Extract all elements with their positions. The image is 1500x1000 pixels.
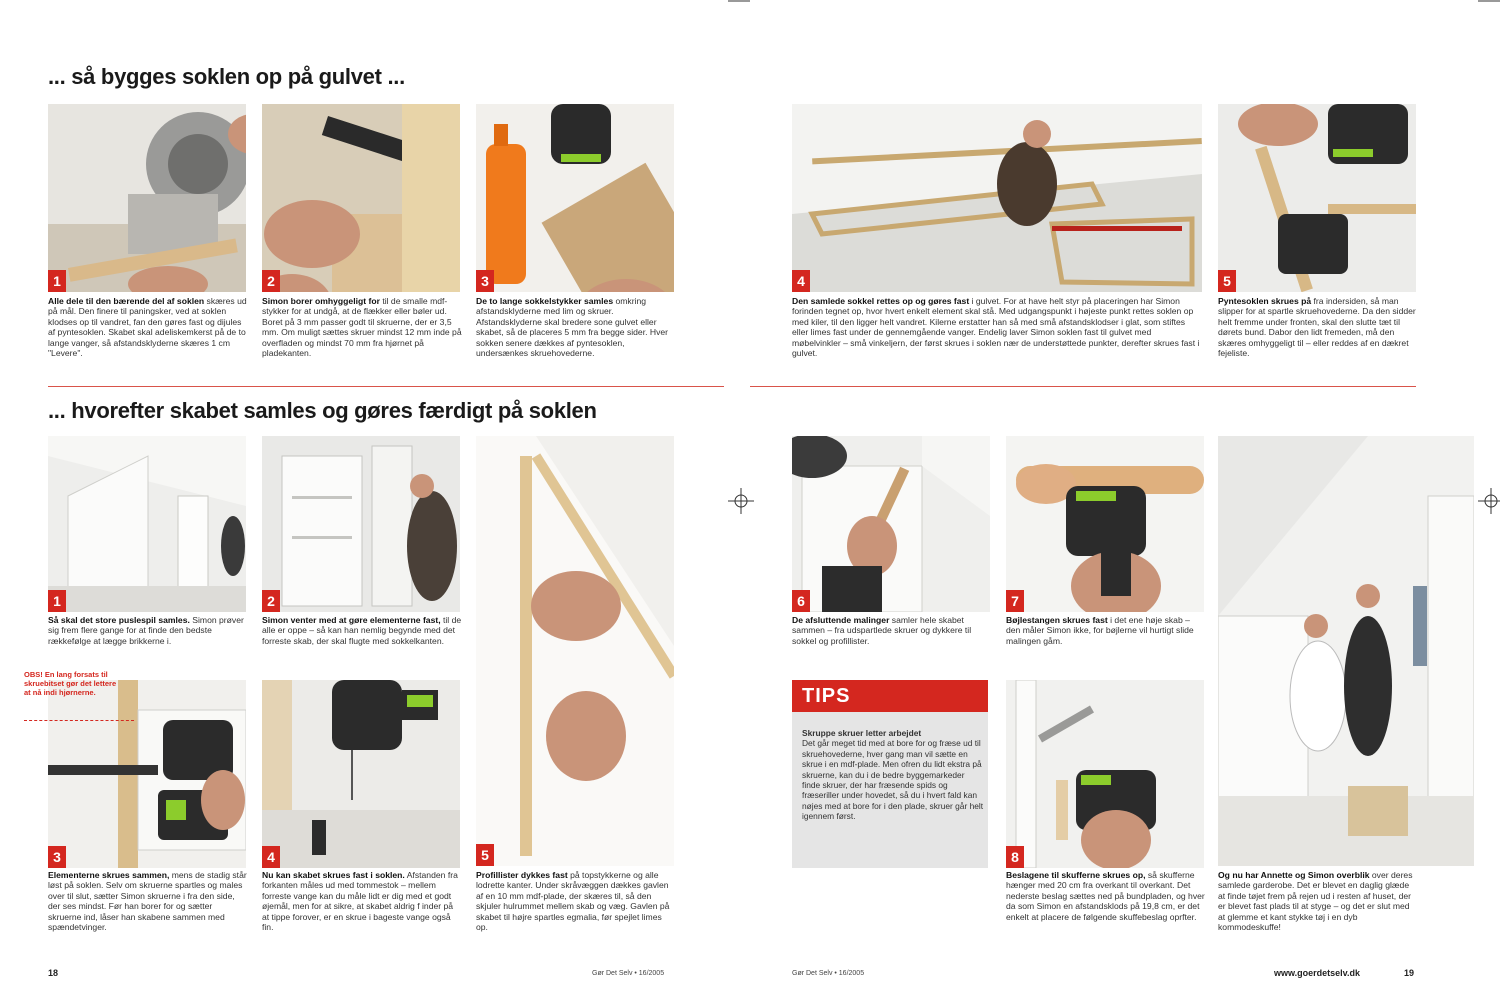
photo-profile-trim — [476, 436, 674, 866]
caption-text: så skufferne hænger med 20 cm fra overkant til overkant. Det nederste beslag sættes ned på bundpladen, og hver da som Simon en afstandsklods på 19,8 cm, er det enkelt at placere de følgende skuffebeslag oprfter. — [1006, 870, 1205, 922]
magazine-issue-left: Gør Det Selv • 16/2005 — [592, 970, 665, 977]
photo-hanger-rod — [1006, 436, 1204, 612]
caption-bottom-3 — [48, 870, 248, 932]
caption-final — [1218, 870, 1418, 932]
caption-lead: Beslagene til skufferne skrues op, — [1006, 870, 1146, 880]
step-number-badge: 5 — [1218, 270, 1236, 292]
caption-text: mens de stadig står løst på soklen. Selv om skruerne spartles og males over til slut, sætter Simon skruerne i fra den side, der ses mindst. Før han borer for og sætter skruerne ind, låser han skabene sammen med spændetvinger. — [48, 870, 247, 933]
caption-lead: Bøjlestangen skrues fast — [1006, 615, 1108, 625]
caption-top-1 — [48, 296, 248, 358]
caption-lead: De afsluttende malinger — [792, 615, 890, 625]
caption-text: samler hele skabet sammen – fra udspartlede skruer og dykkere til sokkel og profillister. — [792, 615, 972, 646]
step-number-badge: 3 — [48, 846, 66, 868]
step-number-badge: 8 — [1006, 846, 1024, 868]
caption-text: fra indersiden, så man slipper for at spartle skruehovederne. Da den sidder helt fremme under fronten, skal den slutte tæt til dørets bund. Dabor den lidt fremeden, må den skæres omhyggeligt til – eller reddes af en dækret fejeliste. — [1218, 296, 1416, 359]
step-number-badge: 1 — [48, 270, 66, 292]
caption-top-4 — [792, 296, 1202, 358]
caption-bottom-2 — [262, 615, 462, 646]
caption-top-3 — [476, 296, 676, 358]
caption-text: til de smalle mdf-stykker for at undgå, at de flækker eller bøler ud. Boret på 3 mm passer godt til skruerne, der er 3,5 mm. Om muligt sættes skruer mindst 12 mm inde på overfladen og mindst 70 mm fra hjørnet på pladekanten. — [262, 296, 462, 359]
photo-glue-screws — [476, 104, 674, 292]
caption-lead: Den samlede sokkel rettes op og gøres fast — [792, 296, 970, 306]
step-number-badge: 1 — [48, 590, 66, 612]
step-number-badge: 2 — [262, 270, 280, 292]
photo-miter-saw — [48, 104, 246, 292]
obs-dashed-line — [24, 720, 134, 721]
photo-plinth-front — [1218, 104, 1416, 292]
top-bleed-mark-right — [1478, 0, 1500, 2]
step-number-badge: 4 — [792, 270, 810, 292]
page-number-left: 18 — [48, 968, 59, 978]
section-rule-left — [48, 386, 724, 387]
caption-lead: Og nu har Annette og Simon overblik — [1218, 870, 1370, 880]
headline-top: ... så bygges soklen op på gulvet ... — [48, 64, 405, 89]
caption-lead: Profillister dykkes fast — [476, 870, 568, 880]
step-number-badge: 3 — [476, 270, 494, 292]
caption-text: i gulvet. For at have helt styr på placeringen har Simon forinden tegnet op, hvor hvert enkelt element skal stå. Med udgangspunkt i højeste punkt rettes soklen op med kiler, til den ligger helt vandret. Kilerne erstatter han så med små afstandsklodser i glat, som stiftes eller limes fast under de gennemgående vanger. Endelig laver Simon soklen fast til gulvet med møbelvinkler – små vinkeljern, der først skrues i soklen nær de understøttede punkter, derefter skrues fast i gulvet. — [792, 296, 1200, 359]
caption-text: på topstykkerne og alle lodrette kanter. Under skråvæggen dækkes gavlen af en 10 mm mdf-plade, der skæres til, så den skjuler hulrummet mellem skab og væg. Gavlen på skabet til højre spartles egmalia, før spejlet limes op. — [476, 870, 670, 933]
caption-text: til de alle er oppe – så kan han nemlig begynde med det forreste skab, der skal flugte med sokkelkanten. — [262, 615, 462, 646]
photo-finished-wardrobe — [1218, 436, 1474, 866]
caption-text: i det ene høje skab – den måler Simon ikke, for bøjlerne vil hurtigt slide malingen gåm. — [1006, 615, 1194, 646]
caption-lead: Så skal det store puslespil samles. — [48, 615, 190, 625]
step-number-badge: 2 — [262, 590, 280, 612]
caption-lead: Simon venter med at gøre elementerne fast, — [262, 615, 441, 625]
tips-heading: TIPS — [792, 680, 988, 712]
step-number-badge: 7 — [1006, 590, 1024, 612]
caption-bottom-4 — [262, 870, 462, 932]
tips-body — [802, 728, 984, 822]
caption-lead: Alle dele til den bærende del af soklen — [48, 296, 205, 306]
caption-lead: De to lange sokkelstykker samles — [476, 296, 614, 306]
photo-plinth-on-floor — [792, 104, 1202, 292]
obs-note: OBS! En lang forsats til skruebitset gør det lettere at nå indi hjørnerne. — [24, 670, 117, 697]
photo-drawer-runners — [1006, 680, 1204, 868]
caption-bottom-1 — [48, 615, 248, 646]
caption-top-2 — [262, 296, 462, 358]
caption-bottom-7 — [1006, 615, 1206, 646]
caption-text: over deres samlede garderobe. Det er blevet en daglig glæde at finde tøjet frem på rejen ud i resten af huset, der er blevet fast plads til at styge – og det er slut med at glemme et kant stykke tøj i en dyb kommodeskuffe! — [1218, 870, 1413, 933]
caption-text: skæres ud på mål. Den finere til paningsker, ved at soklen klodses op til vandret, fan den gøres fast og dijules af pyntesoklen. Skabet skal adeliskemkerst på de to lange vanger, så afstandsklyderne skæres 1 cm "Levere". — [48, 296, 247, 359]
caption-text: Simon prøver sig frem flere gange for at finde den bedste rækkefølge at lægge brikkerne i. — [48, 615, 244, 646]
step-number-badge: 6 — [792, 590, 810, 612]
top-bleed-mark-left — [728, 0, 750, 2]
photo-screw-to-plinth — [262, 680, 460, 868]
caption-text: Afstanden fra forkanten måles ud med tommestok – mellem forreste vange kan du måle lidt er dig med et godt øjemål, men for at sikre, at skabet aldrig f inder på at tippe forover, er en skrue i bageste vange også fin. — [262, 870, 458, 933]
caption-lead: Elementerne skrues sammen, — [48, 870, 170, 880]
caption-text: omkring afstandsklyderne med lim og skruer. Afstandsklyderne skal bredere sone gulvet eller skabet, så de placeres 5 mm fra begge sider. Hver sokken senere dækkes af pyntesoklen, undersænkes skruehovederne. — [476, 296, 669, 359]
caption-lead: Pyntesoklen skrues på — [1218, 296, 1312, 306]
caption-bottom-6 — [792, 615, 992, 646]
crop-mark-left — [728, 488, 754, 514]
photo-elements-fit — [262, 436, 460, 612]
caption-bottom-5 — [476, 870, 676, 932]
caption-lead: Nu kan skabet skrues fast i soklen. — [262, 870, 405, 880]
website-url[interactable]: www.goerdetselv.dk — [1274, 968, 1361, 978]
headline-bottom: ... hvorefter skabet samles og gøres færdigt på soklen — [48, 398, 597, 423]
photo-cabinet-assembly — [48, 436, 246, 612]
magazine-issue-right: Gør Det Selv • 16/2005 — [792, 970, 865, 977]
step-number-badge: 4 — [262, 846, 280, 868]
caption-lead: Simon borer omhyggeligt for — [262, 296, 380, 306]
section-rule-right — [750, 386, 1416, 387]
caption-bottom-8 — [1006, 870, 1206, 922]
tips-lead: Skruppe skruer letter arbejdet — [802, 728, 922, 738]
photo-painting — [792, 436, 990, 612]
photo-screw-elements — [48, 680, 246, 868]
caption-top-5 — [1218, 296, 1418, 358]
photo-drilling-mdf — [262, 104, 460, 292]
crop-mark-right — [1478, 488, 1500, 514]
page-number-right: 19 — [1404, 968, 1415, 978]
tips-text: Det går meget tid med at bore for og fræse ud til skruehovederne, hver gang man vil sætte en skrue i en mdf-plade. Men ofren du lidt ekstra på skruerne, kan du i de bedre byggemarkeder finde skruer, der har fræsende spids og fræseriller under hovedet, så du i hvert fald kan nøjes med at bore for i den plade, skruer går helt igennem først. — [802, 738, 984, 822]
step-number-badge: 5 — [476, 844, 494, 866]
